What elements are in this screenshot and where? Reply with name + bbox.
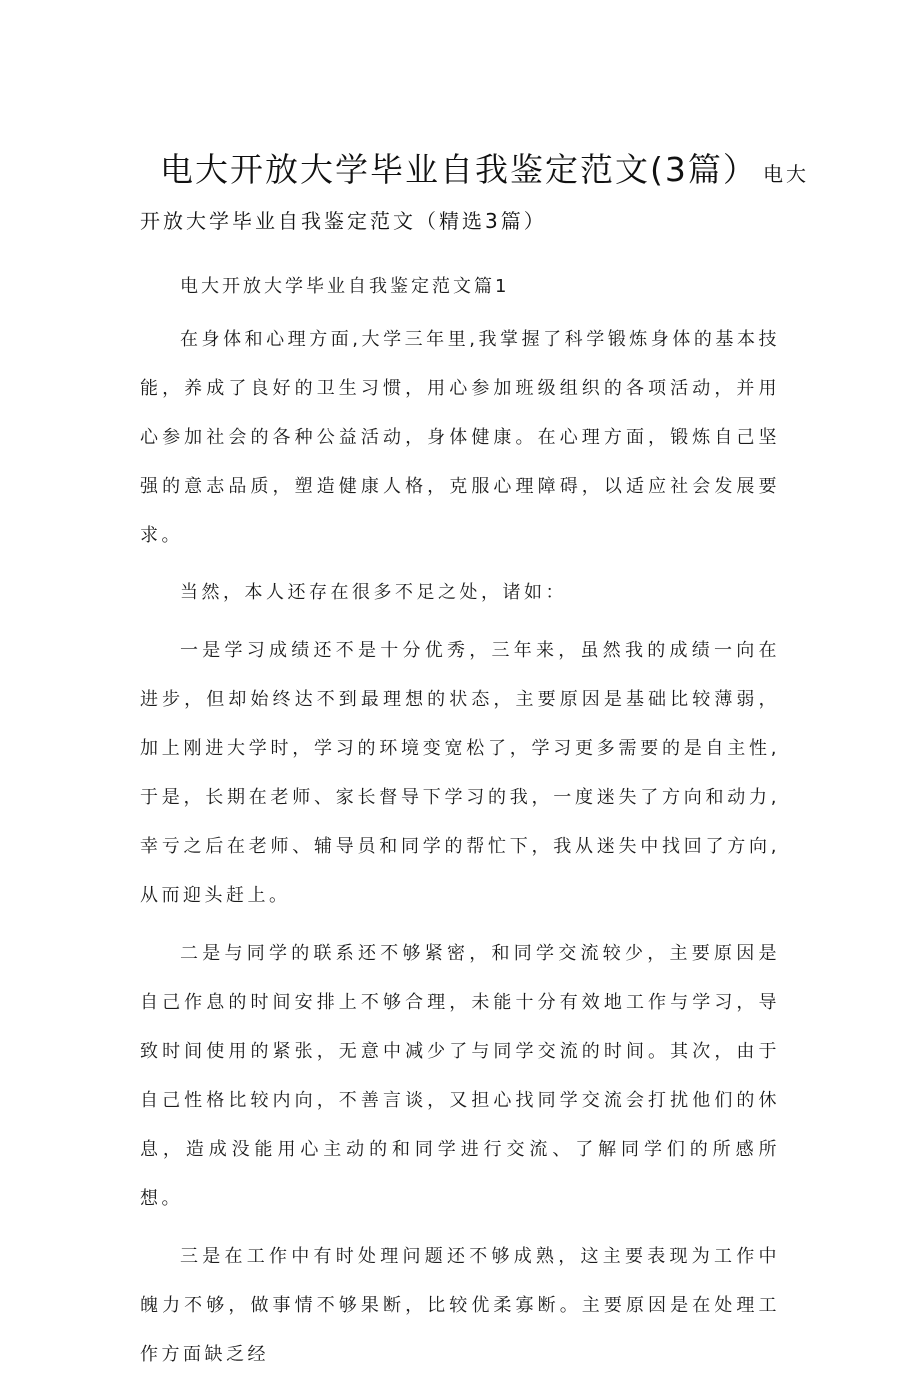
title-tail-text: 电大 bbox=[762, 162, 809, 186]
paragraph-gap bbox=[140, 617, 780, 626]
document-title bbox=[140, 145, 809, 241]
paragraph-health: 在身体和心理方面,大学三年里,我掌握了科学锻炼身体的基本技能，养成了良好的卫生习惯，用心参加班级组织的各项活动，并用心参加社会的各种公益活动，身体健康。在心理方面，锻炼自己坚强的意志品质，塑造健康人格，克服心理障碍，以适应社会发展要求。 bbox=[140, 329, 780, 546]
title-line-2: 开放大学毕业自我鉴定范文（精选3篇） bbox=[140, 209, 547, 233]
paragraph-gap bbox=[140, 560, 780, 568]
paragraph-shortcomings-intro: 当然，本人还存在很多不足之处，诸如： bbox=[180, 582, 567, 603]
paragraph-point-one: 一是学习成绩还不是十分优秀，三年来，虽然我的成绩一向在进步，但却始终达不到最理想的状态，主要原因是基础比较薄弱，加上刚进大学时，学习的环境变宽松了，学习更多需要的是自主性,于是，长期在老师、家长督导下学习的我，一度迷失了方向和动力,幸亏之后在老师、辅导员和同学的帮忙下，我从迷失中找回了方向,从而迎头赶上。 bbox=[140, 640, 780, 906]
title-line-1 bbox=[140, 145, 809, 201]
document-body bbox=[140, 258, 780, 1379]
paragraph-gap bbox=[140, 920, 780, 929]
title-main-text: 电大开放大学毕业自我鉴定范文(3篇） bbox=[160, 150, 758, 189]
section-heading: 电大开放大学毕业自我鉴定范文篇1 bbox=[180, 276, 510, 297]
paragraph-point-three: 三是在工作中有时处理问题还不够成熟，这主要表现为工作中魄力不够，做事情不够果断，比较优柔寡断。主要原因是在处理工作方面缺乏经 bbox=[140, 1246, 780, 1365]
paragraph-point-two: 二是与同学的联系还不够紧密，和同学交流较少，主要原因是自己作息的时间安排上不够合理，未能十分有效地工作与学习，导致时间使用的紧张，无意中减少了与同学交流的时间。其次，由于自己性格比较内向，不善言谈，又担心找同学交流会打扰他们的休息，造成没能用心主动的和同学进行交流、了解同学们的所感所想。 bbox=[140, 943, 780, 1209]
paragraph-gap bbox=[140, 1223, 780, 1232]
